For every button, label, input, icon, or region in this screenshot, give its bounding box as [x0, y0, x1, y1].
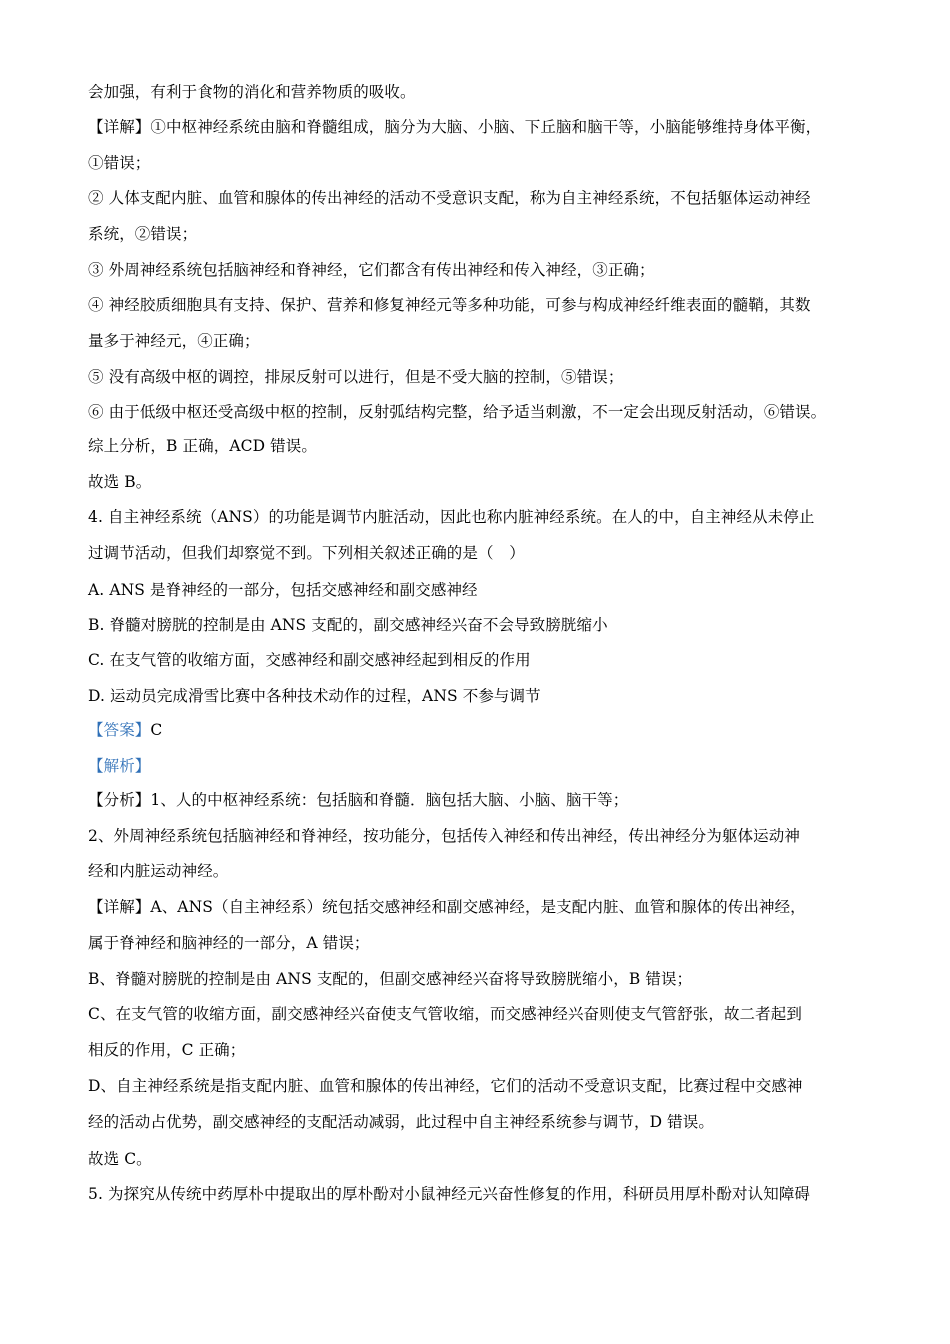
text-line: 属于脊神经和脑神经的一部分，A 错误； — [88, 934, 370, 952]
text-line: ④ 神经胶质细胞具有支持、保护、营养和修复神经元等多种功能，可参与构成神经纤维表面的髓鞘，其数 — [88, 296, 811, 314]
question-5-stem: 5. 为探究从传统中药厚朴中提取出的厚朴酚对小鼠神经元兴奋性修复的作用，科研员用厚朴酚对认知障碍 — [88, 1185, 811, 1203]
answer-value: C — [150, 721, 163, 739]
text-line: C、在支气管的收缩方面，副交感神经兴奋使支气管收缩，而交感神经兴奋则使支气管舒张，故二者起到 — [88, 1005, 802, 1023]
text-line: 2、外周神经系统包括脑神经和脊神经，按功能分，包括传入神经和传出神经，传出神经分为躯体运动神 — [88, 827, 800, 845]
text-line: 【分析】1、人的中枢神经系统：包括脑和脊髓．脑包括大脑、小脑、脑干等； — [88, 791, 629, 809]
text-line: ⑥ 由于低级中枢还受高级中枢的控制，反射弧结构完整，给予适当刺激，不一定会出现反射活动，⑥错误。 — [88, 403, 827, 421]
question-4-stem-cont: 过调节活动，但我们却察觉不到。下列相关叙述正确的是（ ） — [88, 544, 525, 562]
text-line: 系统，②错误； — [88, 225, 198, 243]
text-line: 经和内脏运动神经。 — [88, 862, 229, 880]
answer-tag: 【答案】 — [88, 721, 151, 739]
text-line: ①错误； — [88, 154, 151, 172]
option-a: A. ANS 是脊神经的一部分，包括交感神经和副交感神经 — [88, 581, 478, 599]
answer-line — [88, 720, 878, 740]
text-line: B、脊髓对膀胱的控制是由 ANS 支配的，但副交感神经兴奋将导致膀胱缩小，B 错误； — [88, 970, 693, 988]
text-line: 量多于神经元，④正确； — [88, 332, 260, 350]
option-c: C. 在支气管的收缩方面，交感神经和副交感神经起到相反的作用 — [88, 651, 531, 669]
text-line: 经的活动占优势，副交感神经的支配活动减弱，此过程中自主神经系统参与调节，D 错误。 — [88, 1113, 714, 1131]
text-line: 综上分析，B 正确，ACD 错误。 — [88, 437, 317, 455]
text-line: 会加强，有利于食物的消化和营养物质的吸收。 — [88, 83, 416, 101]
question-4-stem: 4. 自主神经系统（ANS）的功能是调节内脏活动，因此也称内脏神经系统。在人的中，自主神经从未停止 — [88, 508, 815, 526]
option-b: B. 脊髓对膀胱的控制是由 ANS 支配的，副交感神经兴奋不会导致膀胱缩小 — [88, 616, 608, 634]
text-line: ③ 外周神经系统包括脑神经和脊神经，它们都含有传出神经和传入神经，③正确； — [88, 261, 655, 279]
text-line: 相反的作用，C 正确； — [88, 1041, 246, 1059]
text-line: 【详解】①中枢神经系统由脑和脊髓组成，脑分为大脑、小脑、下丘脑和脑干等，小脑能够维持身体平衡， — [88, 118, 822, 136]
option-d: D. 运动员完成滑雪比赛中各种技术动作的过程，ANS 不参与调节 — [88, 687, 541, 705]
text-line: ② 人体支配内脏、血管和腺体的传出神经的活动不受意识支配，称为自主神经系统，不包括躯体运动神经 — [88, 189, 811, 207]
text-line: 故选 B。 — [88, 473, 152, 491]
text-line: 【详解】A、ANS（自主神经系）统包括交感神经和副交感神经，是支配内脏、血管和腺体的传出神经， — [88, 898, 806, 916]
text-line: ⑤ 没有高级中枢的调控，排尿反射可以进行，但是不受大脑的控制，⑤错误； — [88, 368, 624, 386]
text-line: 故选 C。 — [88, 1150, 152, 1168]
analysis-tag: 【解析】 — [88, 757, 151, 775]
text-line: D、自主神经系统是指支配内脏、血管和腺体的传出神经，它们的活动不受意识支配，比赛过程中交感神 — [88, 1077, 803, 1095]
